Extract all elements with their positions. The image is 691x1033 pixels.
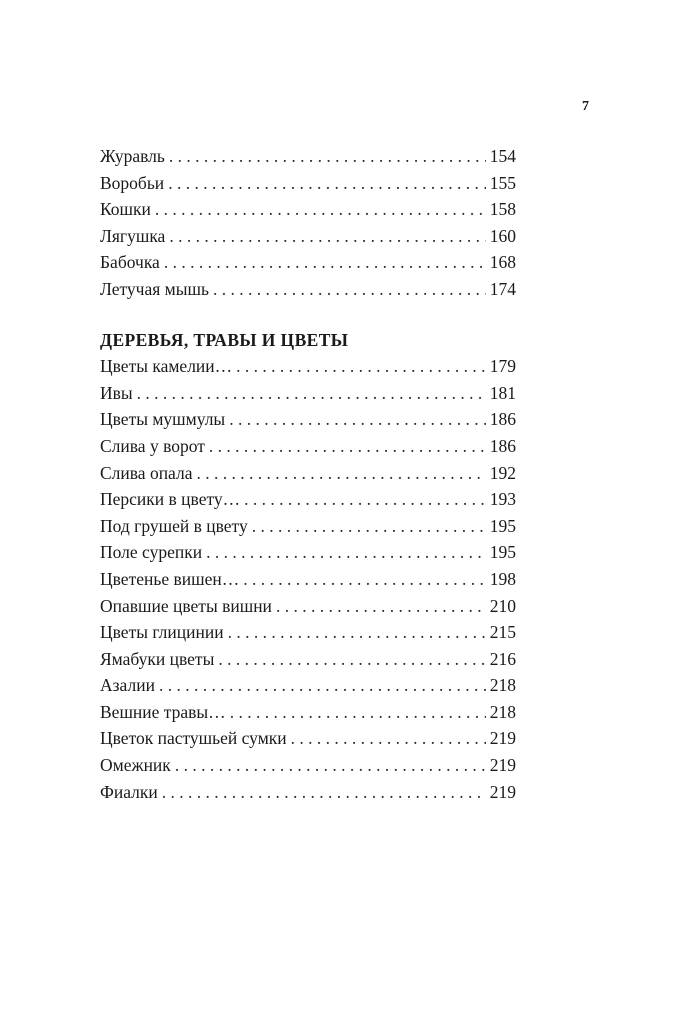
toc-entry — [100, 619, 516, 646]
toc-entry-page: 192 — [489, 462, 516, 483]
toc-entry-title: Ямабуки цветы — [100, 648, 215, 669]
dot-leader — [291, 725, 486, 752]
toc-entry — [100, 223, 516, 250]
dot-leader — [159, 672, 486, 699]
dot-leader — [243, 566, 486, 593]
toc-entry-page: 216 — [489, 648, 516, 669]
dot-leader — [229, 406, 486, 433]
dot-leader — [209, 433, 486, 460]
toc-entry — [100, 539, 516, 566]
toc-entry-page: 219 — [489, 755, 516, 776]
toc-entry — [100, 779, 516, 806]
toc-entry-page: 193 — [489, 489, 516, 510]
dot-leader — [137, 380, 486, 407]
dot-leader — [213, 276, 486, 303]
toc-entry-page: 198 — [489, 568, 516, 589]
dot-leader — [155, 196, 486, 223]
toc-entry — [100, 566, 516, 593]
toc-entry-title: Цветы камелии… — [100, 356, 233, 377]
dot-leader — [230, 699, 486, 726]
toc-entry-title: Журавль — [100, 146, 165, 166]
toc-entry — [100, 486, 516, 513]
toc-entry-page: 215 — [489, 622, 516, 643]
toc-entry — [100, 276, 516, 303]
dot-leader — [252, 513, 486, 540]
dot-leader — [162, 779, 486, 806]
toc-entry — [100, 170, 516, 197]
dot-leader — [218, 646, 485, 673]
dot-leader — [169, 223, 485, 250]
toc-entry-page: 219 — [489, 728, 516, 749]
toc-entry-page: 155 — [489, 172, 516, 193]
dot-leader — [228, 619, 486, 646]
page-number: 7 — [582, 99, 589, 114]
toc-entry-title: Цветы глицинии — [100, 622, 224, 643]
toc-entry — [100, 725, 516, 752]
toc-entry — [100, 353, 516, 380]
toc-entry — [100, 406, 516, 433]
toc-entry-title: Летучая мышь — [100, 278, 209, 299]
toc-entry — [100, 433, 516, 460]
toc-entry-page: 168 — [489, 252, 516, 273]
toc-entry-title: Фиалки — [100, 781, 158, 802]
toc-section-plants — [100, 327, 516, 806]
toc-entry-page: 186 — [489, 409, 516, 430]
toc-entry-page: 210 — [489, 595, 516, 616]
toc-entry-page: 174 — [489, 278, 516, 299]
toc-entry — [100, 646, 516, 673]
toc-entry-page: 158 — [489, 199, 516, 220]
toc-entry-title: Поле сурепки — [100, 542, 203, 563]
dot-leader — [206, 539, 486, 566]
toc-entry — [100, 380, 516, 407]
toc-entry-title: Вешние травы… — [100, 701, 226, 722]
toc-entry-title: Воробьи — [100, 172, 165, 193]
toc-entry-title: Цветок пастушьей сумки — [100, 728, 287, 749]
table-of-contents — [100, 143, 516, 805]
dot-leader — [276, 593, 486, 620]
toc-entry-title: Цветы мушмулы — [100, 409, 226, 430]
toc-entry-page: 195 — [489, 542, 516, 563]
dot-leader — [168, 170, 486, 197]
toc-entry — [100, 143, 516, 170]
toc-entry-title: Слива у ворот — [100, 435, 205, 456]
toc-entry-title: Ивы — [100, 382, 133, 403]
dot-leader — [196, 460, 485, 487]
toc-entry-title: Омежник — [100, 755, 171, 776]
toc-entry-title: Лягушка — [100, 225, 166, 246]
toc-entry-title: Слива опала — [100, 462, 193, 483]
dot-leader — [244, 486, 486, 513]
toc-entry-title: Опавшие цветы вишни — [100, 595, 272, 616]
toc-entry — [100, 460, 516, 487]
dot-leader — [236, 353, 486, 380]
toc-entry — [100, 593, 516, 620]
toc-entry-title: Цветенье вишен… — [100, 568, 240, 589]
toc-entry-title: Под грушей в цвету — [100, 515, 248, 536]
toc-entry — [100, 672, 516, 699]
toc-entry-page: 154 — [489, 146, 516, 166]
toc-entry-page: 186 — [489, 435, 516, 456]
toc-entry — [100, 196, 516, 223]
toc-entry-page: 218 — [489, 675, 516, 696]
section-heading: ДЕРЕВЬЯ, ТРАВЫ И ЦВЕТЫ — [100, 329, 349, 350]
toc-entry-title: Персики в цвету… — [100, 489, 241, 510]
dot-leader — [164, 249, 486, 276]
toc-section-animals — [100, 143, 516, 303]
toc-entry — [100, 699, 516, 726]
toc-entry-page: 181 — [489, 382, 516, 403]
toc-entry-title: Бабочка — [100, 252, 160, 273]
toc-entry — [100, 513, 516, 540]
toc-entry-page: 179 — [489, 356, 516, 377]
toc-entry-page: 160 — [489, 225, 516, 246]
toc-entry — [100, 752, 516, 779]
toc-entry-page: 218 — [489, 701, 516, 722]
toc-entry — [100, 249, 516, 276]
toc-entry-title: Кошки — [100, 199, 151, 220]
toc-entry-page: 219 — [489, 781, 516, 802]
toc-entry-title: Азалии — [100, 675, 155, 696]
dot-leader — [169, 143, 486, 170]
dot-leader — [175, 752, 486, 779]
toc-entry-page: 195 — [489, 515, 516, 536]
